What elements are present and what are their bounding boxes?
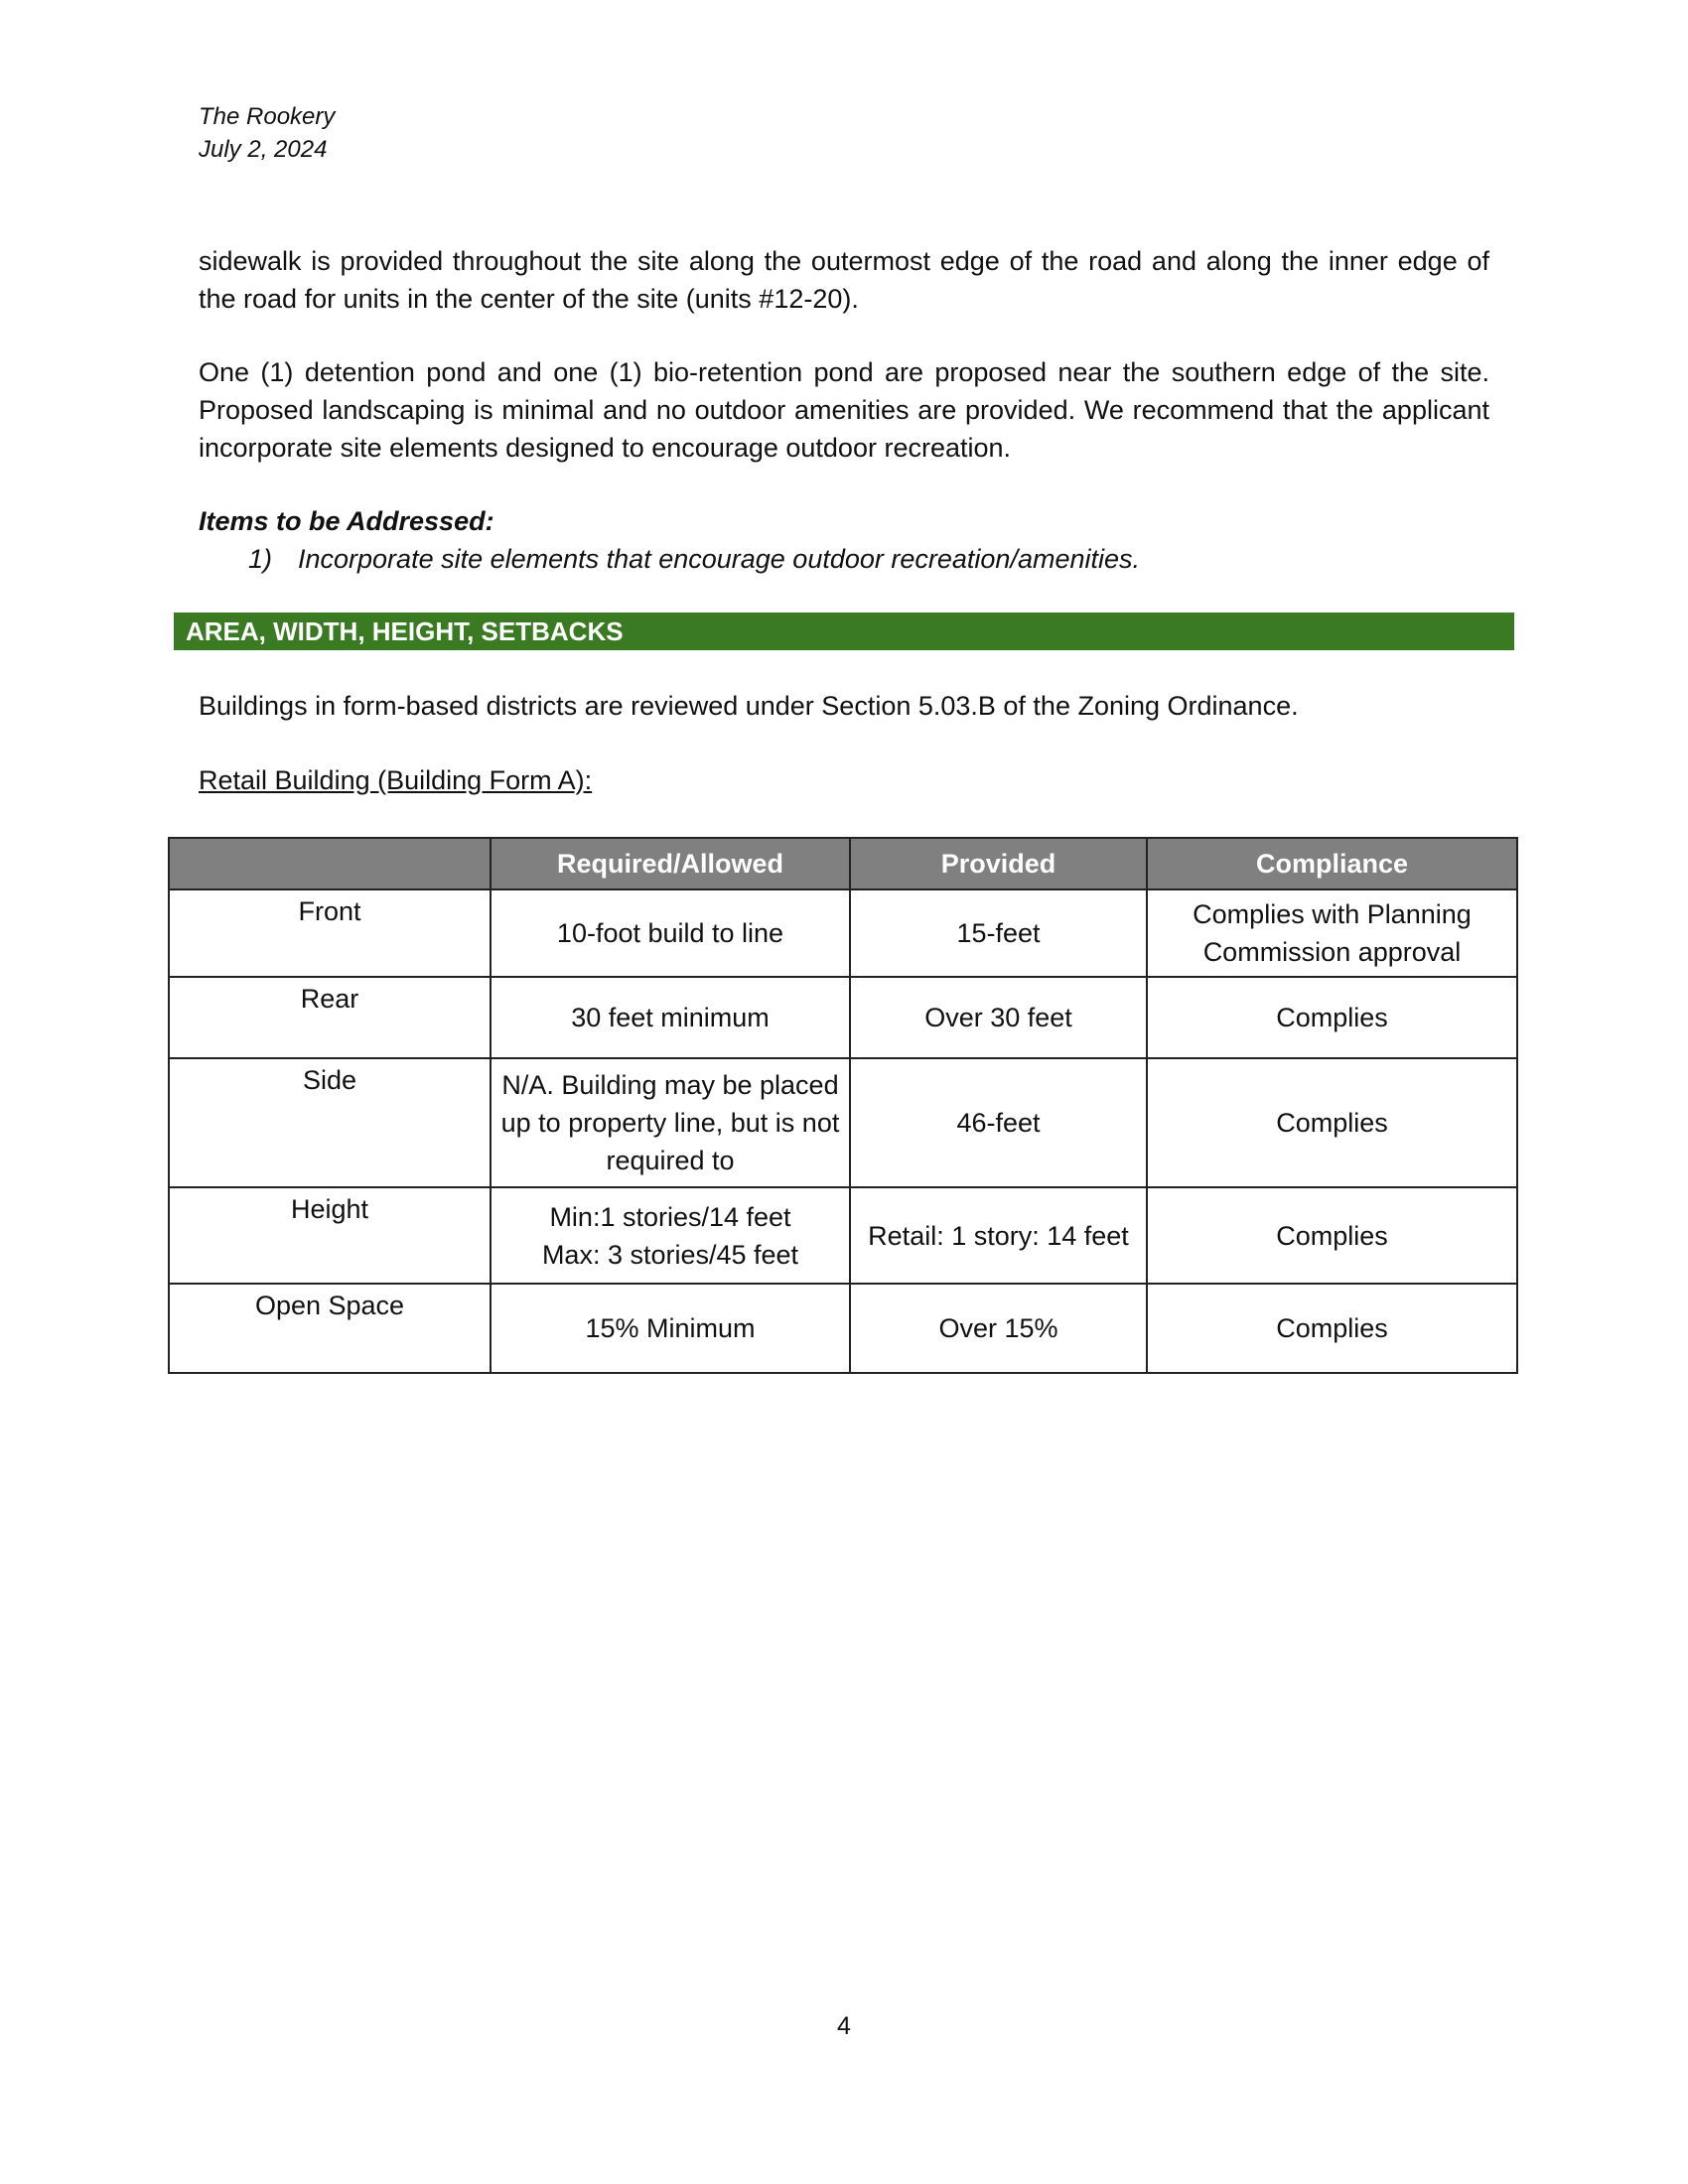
items-list bbox=[248, 540, 1140, 578]
header-date: July 2, 2024 bbox=[199, 136, 328, 163]
section-intro: Buildings in form-based districts are reviewed under Section 5.03.B of the Zoning Ordinance. bbox=[199, 691, 1299, 721]
body-paragraph: One (1) detention pond and one (1) bio-retention pond are proposed near the southern edge of the site. Proposed landscaping is minimal and no outdoor amenities are provided. We recommend that the applicant incorporate site elements designed to encourage outdoor recreation. bbox=[199, 357, 1489, 463]
section-heading: AREA, WIDTH, HEIGHT, SETBACKS bbox=[174, 613, 1514, 650]
compliance-cell: Complies with Planning Commission approval bbox=[1147, 889, 1517, 977]
required-cell: 30 feet minimum bbox=[491, 977, 850, 1058]
table-header-cell: Provided bbox=[850, 838, 1147, 889]
row-label: Height bbox=[169, 1187, 491, 1284]
provided-cell: Over 15% bbox=[850, 1284, 1147, 1373]
table-row bbox=[169, 977, 1517, 1058]
row-label: Rear bbox=[169, 977, 491, 1058]
compliance-cell: Complies bbox=[1147, 1187, 1517, 1284]
provided-cell: Retail: 1 story: 14 feet bbox=[850, 1187, 1147, 1284]
row-label: Side bbox=[169, 1058, 491, 1187]
table-row bbox=[169, 889, 1517, 977]
table-subheading: Retail Building (Building Form A): bbox=[199, 765, 593, 795]
table-header-cell: Required/Allowed bbox=[491, 838, 850, 889]
provided-cell: 15-feet bbox=[850, 889, 1147, 977]
list-item-number: 1) bbox=[248, 544, 273, 574]
table-row bbox=[169, 1284, 1517, 1373]
compliance-cell: Complies bbox=[1147, 1058, 1517, 1187]
table-row bbox=[169, 1058, 1517, 1187]
compliance-cell: Complies bbox=[1147, 977, 1517, 1058]
page-number: 4 bbox=[837, 2012, 851, 2040]
row-label: Front bbox=[169, 889, 491, 977]
table-header-row bbox=[169, 838, 1517, 889]
provided-cell: 46-feet bbox=[850, 1058, 1147, 1187]
table-header-cell bbox=[169, 838, 491, 889]
page-header bbox=[199, 100, 335, 166]
required-cell: Min:1 stories/14 feet Max: 3 stories/45 feet bbox=[491, 1187, 850, 1284]
header-project: The Rookery bbox=[199, 103, 336, 130]
list-item-text: Incorporate site elements that encourage outdoor recreation/amenities. bbox=[298, 544, 1140, 574]
required-cell: 10-foot build to line bbox=[491, 889, 850, 977]
body-paragraph: sidewalk is provided throughout the site along the outermost edge of the road and along the inner edge of the road for units in the center of the site (units #12-20). bbox=[199, 246, 1489, 314]
required-cell: N/A. Building may be placed up to property line, but is not required to bbox=[491, 1058, 850, 1187]
table-row bbox=[169, 1187, 1517, 1284]
setbacks-table bbox=[168, 837, 1518, 1374]
list-item bbox=[248, 540, 1140, 578]
provided-cell: Over 30 feet bbox=[850, 977, 1147, 1058]
items-heading: Items to be Addressed: bbox=[199, 506, 494, 536]
row-label: Open Space bbox=[169, 1284, 491, 1373]
table-header-cell: Compliance bbox=[1147, 838, 1517, 889]
compliance-cell: Complies bbox=[1147, 1284, 1517, 1373]
required-cell: 15% Minimum bbox=[491, 1284, 850, 1373]
